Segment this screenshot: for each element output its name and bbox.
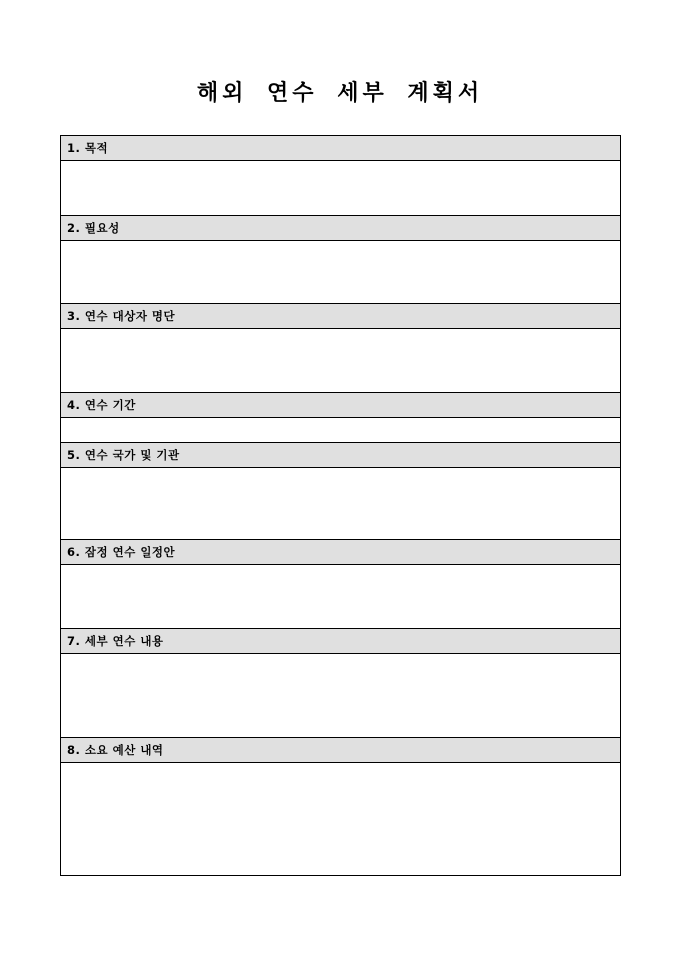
section-label-necessity: 2. 필요성: [61, 216, 621, 241]
section-label-period: 4. 연수 기간: [61, 393, 621, 418]
section-header-necessity: [61, 216, 621, 241]
section-body-necessity: [61, 241, 621, 304]
section-body-purpose: [61, 161, 621, 216]
section-field-tentative-schedule[interactable]: [61, 565, 621, 629]
section-header-participants: [61, 304, 621, 329]
section-body-country-institution: [61, 468, 621, 540]
section-field-necessity[interactable]: [61, 241, 621, 304]
document-title: 해외 연수 세부 계획서: [196, 80, 484, 106]
section-body-tentative-schedule: [61, 565, 621, 629]
section-header-purpose: [61, 136, 621, 161]
section-label-participants: 3. 연수 대상자 명단: [61, 304, 621, 329]
section-label-tentative-schedule: 6. 잠정 연수 일정안: [61, 540, 621, 565]
plan-form-table: [60, 135, 621, 876]
section-body-participants: [61, 329, 621, 393]
section-field-country-institution[interactable]: [61, 468, 621, 540]
section-header-training-details: [61, 629, 621, 654]
section-field-budget[interactable]: [61, 763, 621, 876]
section-body-period: [61, 418, 621, 443]
section-label-country-institution: 5. 연수 국가 및 기관: [61, 443, 621, 468]
section-field-participants[interactable]: [61, 329, 621, 393]
section-body-training-details: [61, 654, 621, 738]
section-label-budget: 8. 소요 예산 내역: [61, 738, 621, 763]
section-field-training-details[interactable]: [61, 654, 621, 738]
section-field-purpose[interactable]: [61, 161, 621, 216]
section-label-training-details: 7. 세부 연수 내용: [61, 629, 621, 654]
section-field-period[interactable]: [61, 418, 621, 443]
section-header-period: [61, 393, 621, 418]
section-header-budget: [61, 738, 621, 763]
section-body-budget: [61, 763, 621, 876]
section-label-purpose: 1. 목적: [61, 136, 621, 161]
section-header-country-institution: [61, 443, 621, 468]
section-header-tentative-schedule: [61, 540, 621, 565]
